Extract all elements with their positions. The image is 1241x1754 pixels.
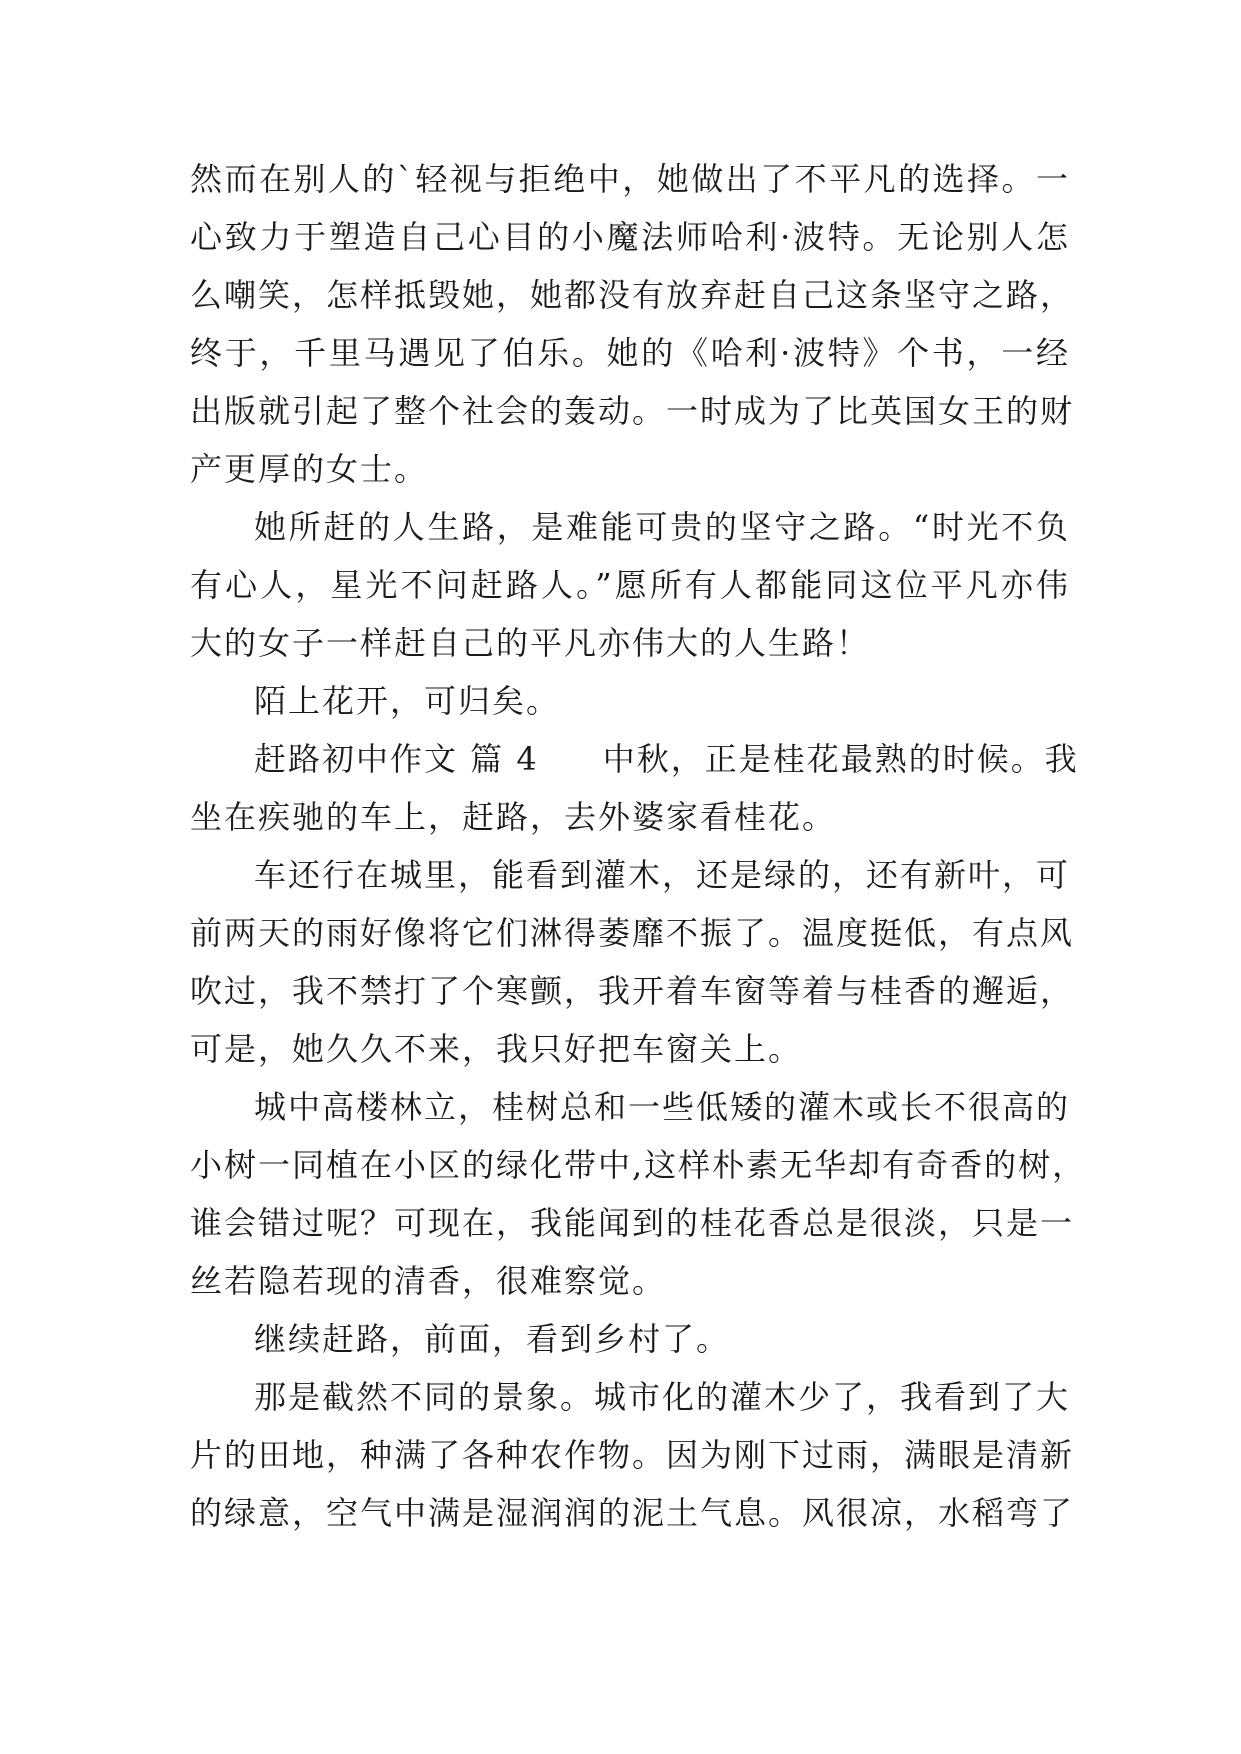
text-line: 谁会错过呢？可现在，我能闻到的桂花香总是很淡，只是一: [190, 1204, 1075, 1242]
text-line: 可是，她久久不来，我只好把车窗关上。: [190, 1030, 803, 1068]
text-line: 前两天的雨好像将它们淋得萎靡不振了。温度挺低，有点风: [190, 914, 1075, 952]
text-line: 然而在别人的`轻视与拒绝中，她做出了不平凡的选择。一: [190, 160, 1070, 198]
text-line: 城中高楼林立，桂树总和一些低矮的灌木或长不很高的: [254, 1088, 1071, 1126]
text-line: 的绿意，空气中满是湿润润的泥土气息。风很凉，水稻弯了: [190, 1494, 1075, 1532]
text-line: 有心人，星光不问赶路人。”愿所有人都能同这位平凡亦伟: [190, 566, 1070, 604]
text-line: 小树一同植在小区的绿化带中,这样朴素无华却有奇香的树，: [190, 1146, 1087, 1184]
text-line: 终于，千里马遇见了伯乐。她的《哈利·波特》个书，一经: [190, 334, 1070, 372]
text-line: 中秋，正是桂花最熟的时候。我: [602, 740, 1079, 778]
text-line: 吹过，我不禁打了个寒颤，我开着车窗等着与桂香的邂逅，: [190, 972, 1075, 1010]
text-line: 坐在疾驰的车上，赶路，去外婆家看桂花。: [190, 798, 837, 836]
section-heading-line: [190, 730, 1079, 788]
text-line: 么嘲笑，怎样抵毁她，她都没有放弃赶自己这条坚守之路，: [190, 276, 1075, 314]
text-line: 她所赶的人生路，是难能可贵的坚守之路。“时光不负: [254, 508, 1070, 546]
text-line: 出版就引起了整个社会的轰动。一时成为了比英国女王的财: [190, 392, 1075, 430]
text-line: 丝若隐若现的清香，很难察觉。: [190, 1262, 667, 1300]
text-line: 那是截然不同的景象。城市化的灌木少了，我看到了大: [254, 1378, 1071, 1416]
section-heading: 赶路初中作文 篇 4: [254, 740, 539, 778]
text-line: 大的女子一样赶自己的平凡亦伟大的人生路！: [190, 624, 871, 662]
text-line: 心致力于塑造自己心目的小魔法师哈利·波特。无论别人怎: [190, 218, 1070, 256]
text-line: 车还行在城里，能看到灌木，还是绿的，还有新叶，可: [254, 856, 1071, 894]
text-line: 产更厚的女士。: [190, 450, 429, 488]
text-line: 片的田地，种满了各种农作物。因为刚下过雨，满眼是清新: [190, 1436, 1075, 1474]
text-line: 继续赶路，前面，看到乡村了。: [254, 1320, 731, 1358]
text-line: 陌上花开，可归矣。: [254, 682, 561, 720]
